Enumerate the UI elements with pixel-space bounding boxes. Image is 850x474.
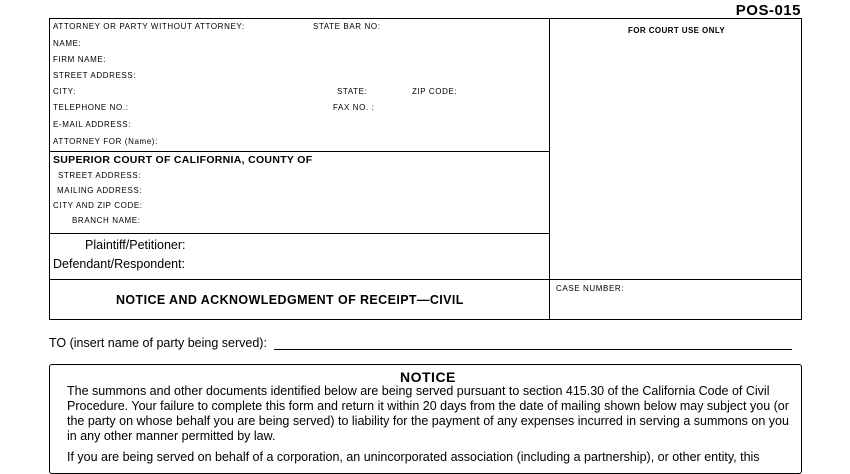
court-use-label: FOR COURT USE ONLY <box>628 26 726 35</box>
form-number: POS-015 <box>735 2 801 19</box>
to-label: TO (insert name of party being served): <box>49 336 267 350</box>
to-name-field[interactable] <box>274 349 792 350</box>
firm-name-label: FIRM NAME: <box>53 55 107 64</box>
attorney-header-label: ATTORNEY OR PARTY WITHOUT ATTORNEY: <box>53 22 245 31</box>
notice-paragraph-1: The summons and other documents identified below are being served pursuant to section 415.30 of the California Code of Civil Procedure. Your failure to complete this form and return it within 20 days from the date of mailing shown below may subject you (or the party on whose behalf you are being served) to liability for the payment of any expenses incurred in serving a summons on you in any other manner permitted by law. <box>67 384 789 443</box>
caption-box <box>49 18 802 320</box>
attorney-court-divider <box>49 151 550 152</box>
telephone-label: TELEPHONE NO.: <box>53 103 129 112</box>
notice-title: NOTICE <box>400 369 456 385</box>
title-row-divider <box>49 279 802 280</box>
name-label: NAME: <box>53 39 82 48</box>
court-title: SUPERIOR COURT OF CALIFORNIA, COUNTY OF <box>53 154 313 166</box>
zip-code-label: ZIP CODE: <box>412 87 458 96</box>
notice-paragraph-2: If you are being served on behalf of a corporation, an unincorporated association (including a partnership), or other entity, this <box>67 450 760 464</box>
email-label: E-MAIL ADDRESS: <box>53 120 132 129</box>
court-street-address-label: STREET ADDRESS: <box>58 171 142 180</box>
plaintiff-label: Plaintiff/Petitioner: <box>85 238 186 252</box>
defendant-label: Defendant/Respondent: <box>53 257 186 271</box>
fax-label: FAX NO. : <box>333 103 375 112</box>
court-mailing-address-label: MAILING ADDRESS: <box>57 186 143 195</box>
state-bar-label: STATE BAR NO: <box>313 22 381 31</box>
court-branch-label: BRANCH NAME: <box>72 216 141 225</box>
city-label: CITY: <box>53 87 77 96</box>
caption-divider <box>549 18 550 320</box>
attorney-for-label: ATTORNEY FOR (Name): <box>53 137 158 146</box>
document-title: NOTICE AND ACKNOWLEDGMENT OF RECEIPT—CIVIL <box>116 293 464 307</box>
court-city-zip-label: CITY AND ZIP CODE: <box>53 201 143 210</box>
state-label: STATE: <box>337 87 368 96</box>
case-number-label: CASE NUMBER: <box>556 284 625 293</box>
street-address-label: STREET ADDRESS: <box>53 71 137 80</box>
court-parties-divider <box>49 233 550 234</box>
